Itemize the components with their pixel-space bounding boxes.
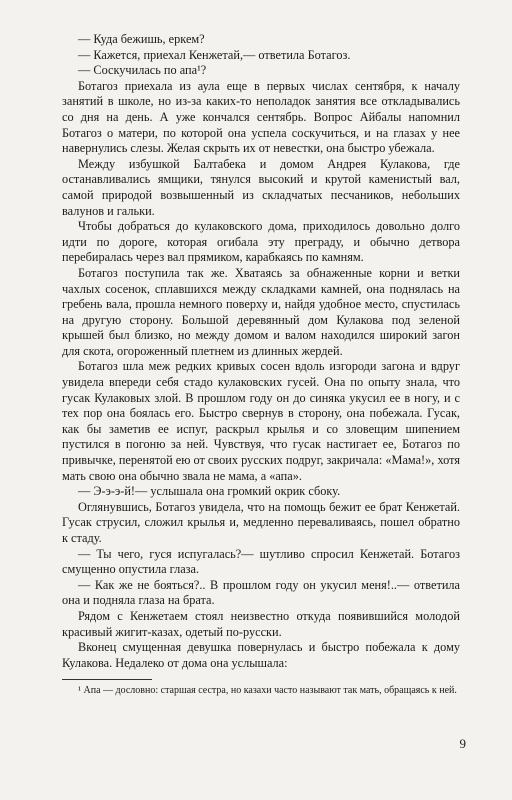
paragraph: — Как же не бояться?.. В прошлом году он укусил меня!..— ответила она и подняла глаза на брата.	[62, 577, 460, 608]
footnote: ¹ Апа — дословно: старшая сестра, но казахи часто называют так мать, обращаясь к ней.	[78, 685, 457, 697]
page-content	[62, 32, 460, 697]
paragraph: — Ты чего, гуся испугалась?— шутливо спросил Кенжетай. Ботагоз смущенно опустила глаза.	[62, 546, 460, 577]
paragraph: Ботагоз приехала из аула еще в первых числах сентября, к началу занятий в школе, но из-за каких-то неполадок занятия все откладывались со дня на день. А уже кончался сентябрь. Вопрос Айбалы напомнил Ботагоз о матери, по которой она успела соскучиться, и на глазах у нее навернулись слезы. Желая скрыть их от невестки, она быстро убежала.	[62, 78, 460, 156]
paragraph: — Соскучилась по апа¹?	[78, 63, 207, 78]
paragraph: — Э-э-э-й!— услышала она громкий окрик сбоку.	[78, 484, 341, 499]
paragraph: Ботагоз поступила так же. Хватаясь за обнаженные корни и ветки чахлых сосенок, сплавшихся между складками камней, она поднялась на гребень вала, прошла немного поверху и, найдя удобное место, спустилась на другую сторону. Большой деревянный дом Кулакова под зеленой крышей был близко, но между домом и валом находился широкий загон для скота, огороженный плетнем из длинных жердей.	[62, 265, 460, 358]
paragraph: Оглянувшись, Ботагоз увидела, что на помощь бежит ее брат Кенжетай. Гусак струсил, сложил крылья и, медленно переваливаясь, пошел обратно к стаду.	[62, 499, 460, 545]
footnote-divider	[62, 679, 152, 680]
paragraph: — Кажется, приехал Кенжетай,— ответила Ботагоз.	[78, 47, 351, 62]
paragraph: Между избушкой Балтабека и домом Андрея Кулакова, где останавливались ямщики, тянулся высокий и крутой каменистый вал, самой природой возвышенный из складчатых песчаников, небольших валунов и гальки.	[62, 156, 460, 218]
paragraph: Ботагоз шла меж редких кривых сосен вдоль изгороди загона и вдруг увидела впереди себя стадо кулаковских гусей. Она по опыту знала, что гусак Кулаковых злой. В прошлом году он до синяка укусил ее в ногу, и с тех пор она боялась его. Быстро свернув в сторону, она побежала. Гусак, как бы заметив ее испуг, раскрыл крылья и со зловещим шипением пустился в погоню за ней. Чувствуя, что гусак настигает ее, Ботагоз по привычке, перенятой ею от своих русских подруг, закричала: «Мама!», хотя мать свою она обычно звала не мама, а «апа».	[62, 359, 460, 483]
body-text	[62, 32, 460, 671]
page-number: 9	[459, 736, 466, 751]
paragraph: — Куда бежишь, еркем?	[78, 32, 205, 46]
paragraph: Рядом с Кенжетаем стоял неизвестно откуда появившийся молодой красивый жигит-казах, одетый по-русски.	[62, 608, 460, 639]
paragraph: Чтобы добраться до кулаковского дома, приходилось довольно долго идти по дороге, которая огибала эту преграду, и обычно детвора перебиралась через вал прямиком, карабкаясь по камням.	[62, 219, 460, 265]
paragraph: Вконец смущенная девушка повернулась и быстро побежала к дому Кулакова. Недалеко от дома она услышала:	[62, 640, 460, 670]
